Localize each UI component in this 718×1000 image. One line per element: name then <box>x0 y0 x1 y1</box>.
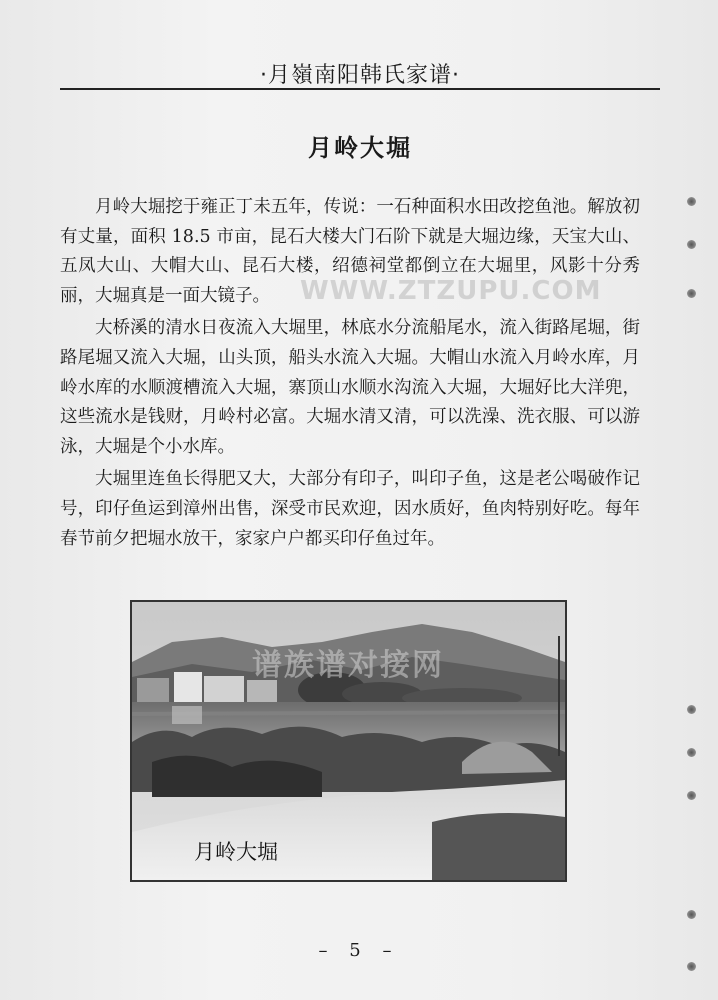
page-number: – 5 – <box>318 940 400 961</box>
paragraph-2: 大桥溪的清水日夜流入大堀里，林底水分流船尾水，流入街路尾堀，街路尾堀又流入大堀，山头顶，船头水流入大堀。大帽山水流入月岭水库，月岭水库的水顺渡槽流入大堀，寨顶山水顺水沟流入大堀，大堀好比大洋兜，这些流水是钱财，月岭村必富。大堀水清又清，可以洗澡、洗衣服、可以游泳，大堀是个小水库。 <box>60 318 640 457</box>
lake-photo <box>130 600 567 882</box>
binding-hole <box>687 748 696 757</box>
binding-hole <box>687 240 696 249</box>
watermark: WWW.ZTZUPU.COM <box>300 276 602 306</box>
paragraph-1: 月岭大堀挖于雍正丁未五年，传说：一石种面积水田改挖鱼池。解放初有丈量，面积 18.5 市亩，昆石大楼大门石阶下就是大堀边缘，天宝大山、五凤大山、大帽大山、昆石大楼，绍德祠堂都倒立在大堀里，风影十分秀丽，大堀真是一面大镜子。 <box>60 197 640 306</box>
photo-caption: 月岭大堀 <box>194 840 278 864</box>
paragraph-3: 大堀里连鱼长得肥又大，大部分有印子，叫印子鱼，这是老公喝破作记号，印仔鱼运到漳州出售，深受市民欢迎，因水质好，鱼肉特别好吃。每年春节前夕把堀水放干，家家户户都买印仔鱼过年。 <box>60 469 640 549</box>
article-title: 月岭大堀 <box>308 134 412 162</box>
running-header-title: ·月嶺南阳韩氏家谱· <box>260 63 460 88</box>
binding-hole <box>687 791 696 800</box>
photo-watermark: 谱族谱对接网 <box>252 648 444 683</box>
binding-hole <box>687 910 696 919</box>
header-rule <box>60 88 660 90</box>
binding-hole <box>687 962 696 971</box>
article-body <box>60 193 640 557</box>
binding-hole <box>687 197 696 206</box>
binding-hole <box>687 289 696 298</box>
binding-hole <box>687 705 696 714</box>
